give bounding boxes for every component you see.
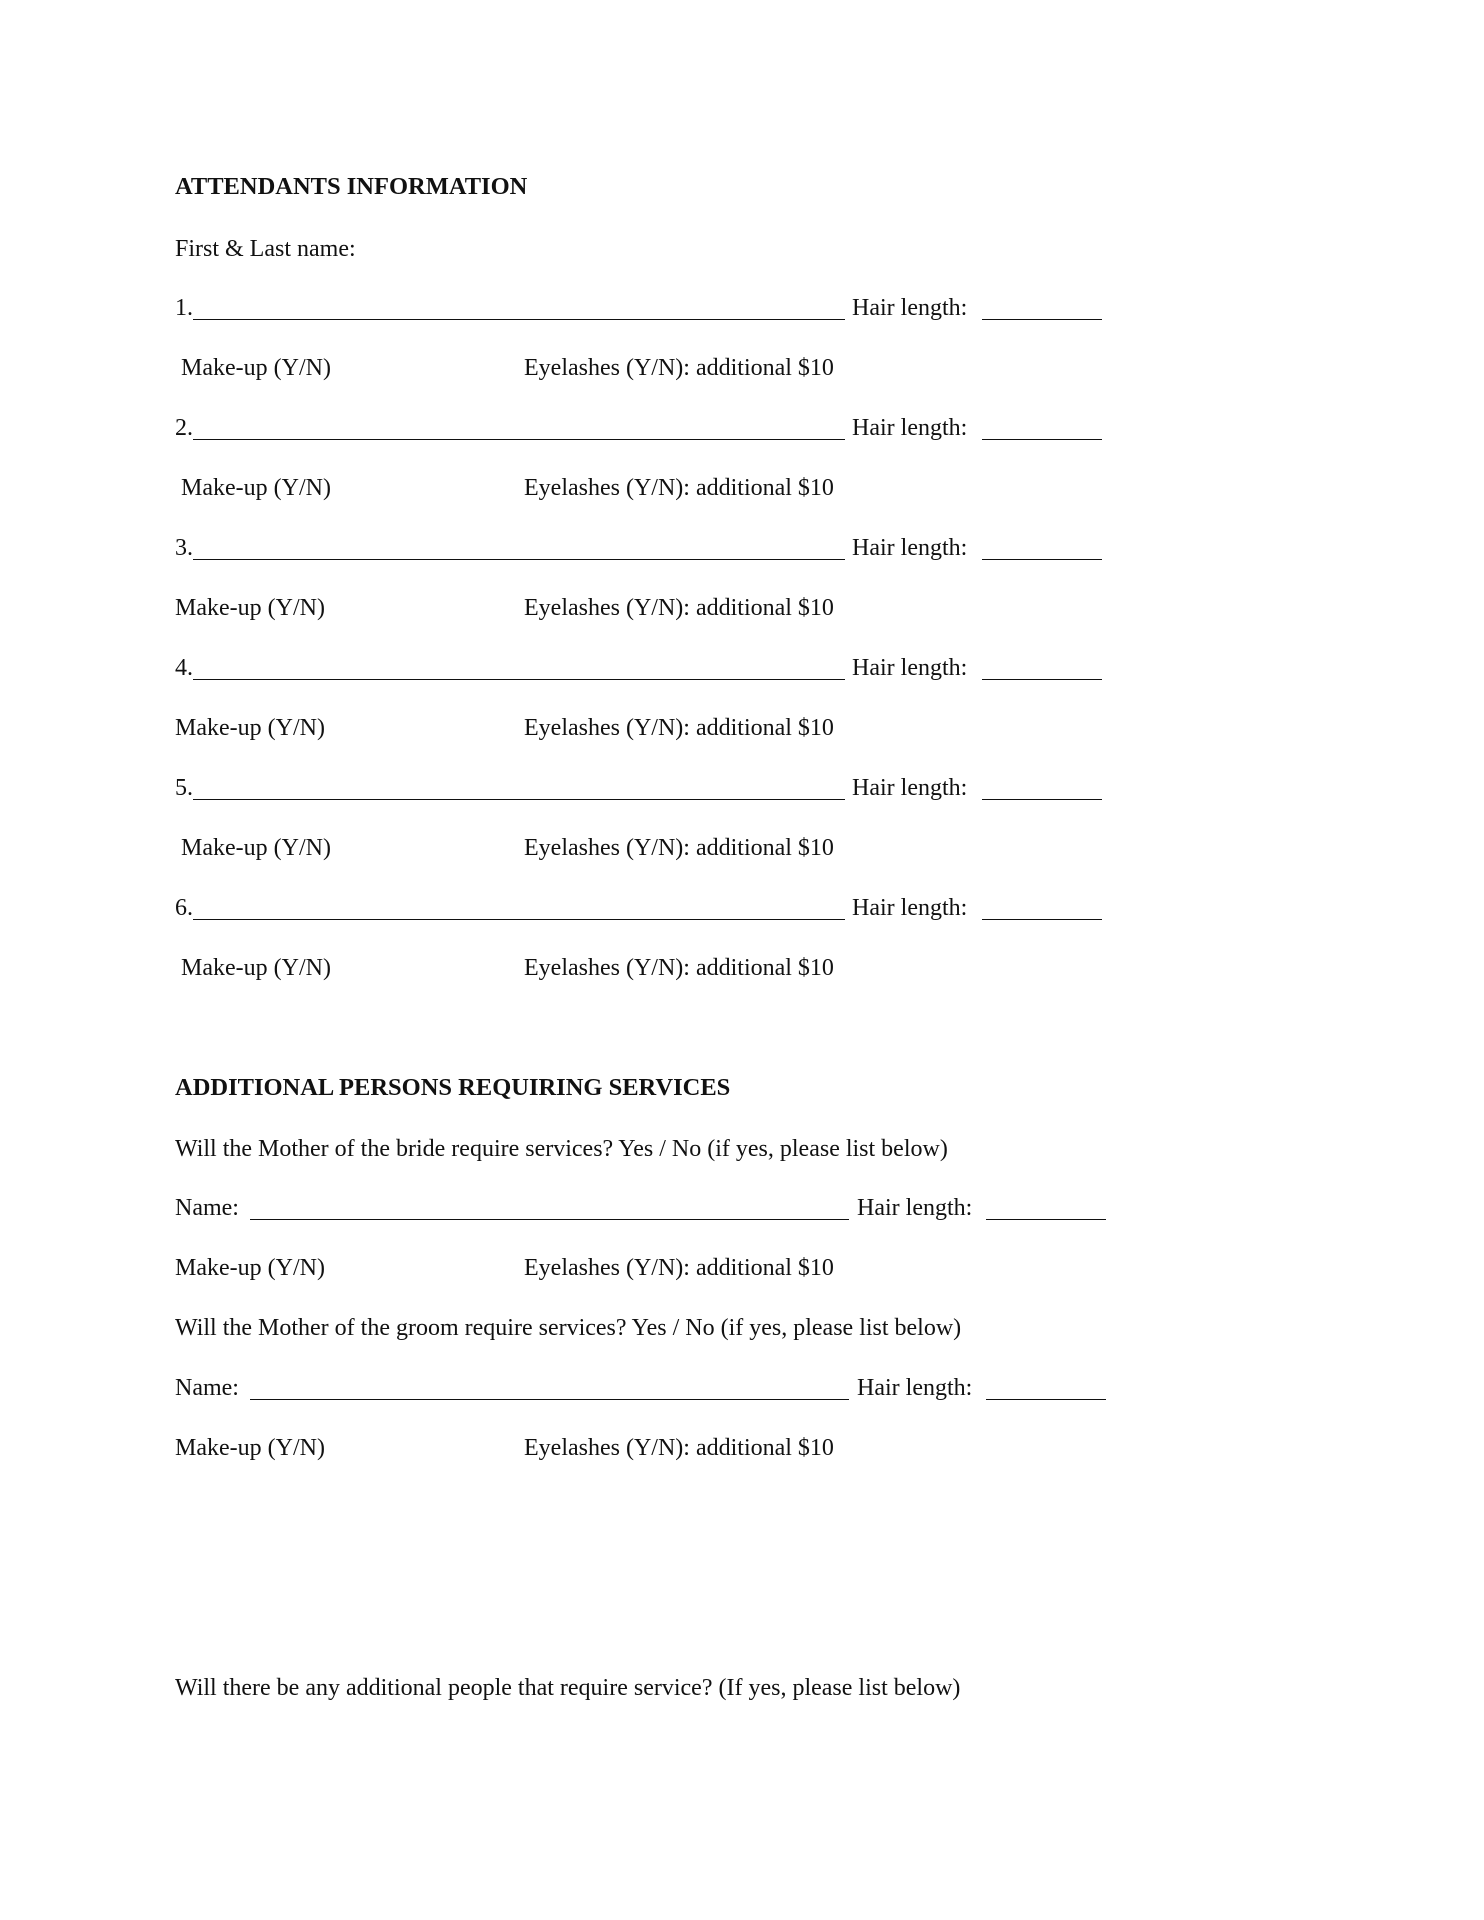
hair-length-field[interactable] — [982, 919, 1102, 920]
mother-groom-question: Will the Mother of the groom require services? Yes / No (if yes, please list below) — [175, 1315, 962, 1341]
bride-name-label: Name: — [175, 1195, 239, 1221]
eyelashes-label: Eyelashes (Y/N): additional $10 — [524, 355, 834, 381]
attendant-number: 6. — [175, 895, 193, 921]
groom-makeup-label: Make-up (Y/N) — [175, 1435, 325, 1461]
groom-name-label: Name: — [175, 1375, 239, 1401]
hair-length-label: Hair length: — [852, 775, 968, 801]
section-heading-attendants: ATTENDANTS INFORMATION — [175, 173, 528, 200]
bride-eyelashes-label: Eyelashes (Y/N): additional $10 — [524, 1255, 834, 1281]
hair-length-field[interactable] — [982, 319, 1102, 320]
makeup-label: Make-up (Y/N) — [175, 715, 325, 741]
hair-length-field[interactable] — [982, 679, 1102, 680]
attendant-name-field[interactable] — [193, 919, 845, 920]
eyelashes-label: Eyelashes (Y/N): additional $10 — [524, 835, 834, 861]
attendant-number: 2. — [175, 415, 193, 441]
hair-length-label: Hair length: — [852, 895, 968, 921]
attendant-number: 3. — [175, 535, 193, 561]
hair-length-label: Hair length: — [852, 535, 968, 561]
groom-name-field[interactable] — [250, 1399, 849, 1400]
groom-hair-label: Hair length: — [857, 1375, 973, 1401]
additional-people-question: Will there be any additional people that require service? (If yes, please list below) — [175, 1675, 961, 1701]
groom-hair-field[interactable] — [986, 1399, 1106, 1400]
attendant-name-field[interactable] — [193, 319, 845, 320]
hair-length-field[interactable] — [982, 799, 1102, 800]
makeup-label: Make-up (Y/N) — [175, 595, 325, 621]
hair-length-label: Hair length: — [852, 415, 968, 441]
makeup-label: Make-up (Y/N) — [181, 835, 331, 861]
hair-length-field[interactable] — [982, 559, 1102, 560]
makeup-label: Make-up (Y/N) — [181, 355, 331, 381]
section-heading-additional: ADDITIONAL PERSONS REQUIRING SERVICES — [175, 1074, 731, 1101]
makeup-label: Make-up (Y/N) — [181, 955, 331, 981]
eyelashes-label: Eyelashes (Y/N): additional $10 — [524, 595, 834, 621]
bride-hair-label: Hair length: — [857, 1195, 973, 1221]
attendant-number: 1. — [175, 295, 193, 321]
attendant-number: 5. — [175, 775, 193, 801]
attendant-name-field[interactable] — [193, 439, 845, 440]
eyelashes-label: Eyelashes (Y/N): additional $10 — [524, 715, 834, 741]
groom-eyelashes-label: Eyelashes (Y/N): additional $10 — [524, 1435, 834, 1461]
name-label: First & Last name: — [175, 236, 356, 262]
attendant-name-field[interactable] — [193, 559, 845, 560]
attendant-name-field[interactable] — [193, 799, 845, 800]
hair-length-label: Hair length: — [852, 295, 968, 321]
bride-makeup-label: Make-up (Y/N) — [175, 1255, 325, 1281]
bride-hair-field[interactable] — [986, 1219, 1106, 1220]
mother-bride-question: Will the Mother of the bride require services? Yes / No (if yes, please list below) — [175, 1136, 948, 1162]
bride-name-field[interactable] — [250, 1219, 849, 1220]
eyelashes-label: Eyelashes (Y/N): additional $10 — [524, 475, 834, 501]
attendant-name-field[interactable] — [193, 679, 845, 680]
makeup-label: Make-up (Y/N) — [181, 475, 331, 501]
attendant-number: 4. — [175, 655, 193, 681]
eyelashes-label: Eyelashes (Y/N): additional $10 — [524, 955, 834, 981]
hair-length-label: Hair length: — [852, 655, 968, 681]
hair-length-field[interactable] — [982, 439, 1102, 440]
